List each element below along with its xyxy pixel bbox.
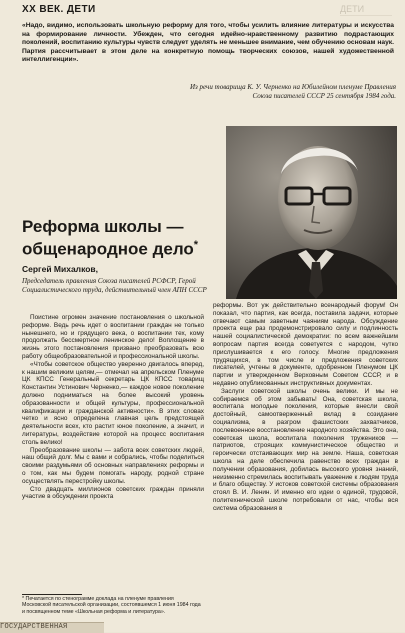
paragraph: Сто двадцать миллионов советских граждан приняли участие в обсуждении проекта: [22, 485, 204, 501]
author-portrait-photo: [226, 126, 397, 299]
section-header: XX ВЕК. ДЕТИ: [22, 4, 96, 15]
author-name: Сергей Михалков,: [22, 264, 98, 274]
faded-header-bleed: ДЕТИ: [340, 4, 392, 16]
paragraph: «Чтобы советское общество уверенно двигалось вперед, к нашим великим целям,— отмечал на апрельском Пленуме ЦК КПСС Генеральный секретарь ЦК КПСС товарищ Константин Устинович Черненко,— каждое новое поколение должно подниматься на более высокий уровень образованности и общей культуры, профессиональной квалификации и гражданской активности». В этих словах четко и ясно определена главная цель предстоящей деятельности всех, кто растит юное поколение, а значит, и литературы, воздействие которой на процесс воспитания столь велико!: [22, 360, 204, 446]
paragraph: Поистине огромен значение постановления о школьной реформе. Ведь речь идет о воспитании граждан не только нынешнего, но и грядущего века, о воспитании тех, кому продолжать бессмертное ленинское дело! Воплощение в жизнь этого постановления призвано преобразовать всю работу общеобразовательной и профессиональной школы.: [22, 314, 204, 360]
epigraph-quote: «Надо, видимо, использовать школьную реформу для того, чтобы усилить влияние литературы и искусства на формирование личности. Убежден, что сегодня идейно-нравственному развитию подрастающих поколений, воспитанию культуры чувств следует уделять не меньшее внимание, чем обучению основам наук. Партия рассчитывает в этом деле на конкретную помощь творческих союзов, нашей художественной интеллигенции».: [22, 22, 394, 63]
body-column-left: [22, 314, 204, 501]
footnote: * Печатается по стенограмме доклада на пленуме правления Московской писательской организации, состоявшемся 1 июня 1984 года и посвященном теме «Школьная реформа и литература».: [22, 596, 201, 615]
title-footnote-mark: *: [193, 239, 199, 251]
epigraph-source: Из речи товарища К. У. Черненко на Юбилейном пленуме Правления Союза писателей СССР 25 сентября 1984 года.: [190, 83, 396, 100]
paragraph: Преобразование школы — забота всех советских людей, наш общий долг. Мы с вами и собрались, чтобы поделиться своими раздумьями об основных направлениях реформы и о том, как мы будем помогать народу, родной стране осуществлять перестройку школы.: [22, 446, 204, 485]
author-credentials: Председатель правления Союза писателей РСФСР, Герой Социалистического труда, действительный член АПН СССР: [22, 277, 207, 294]
paragraph: реформы. Вот уж действительно всенародный форум! Он показал, что партия, как всегда, поставила задачи, которые отвечают самым заветным чаяниям народа. Обсуждение проекта еще раз продемонстрировало силу и подлинность нашей социалистической демократии: по всем важнейшим вопросам партия всегда советуется с народом, чутко прислушивается к его голосу. Многие предложения трудящихся, в том числе и предложения советских писателей, учтены в документе, одобренном Пленумом ЦК партии и утвержденном Верховным Советом СССР, и в недавно опубликованных инструктивных документах.: [213, 302, 398, 387]
paragraph: Заслуги советской школы очень велики. И мы не собираемся об этом забывать! Она, советская школа, воспитала молодые поколения, которые внесли свой достойный, самоотверженный вклад в созидание социализма, в разгром фашистских захватчиков, послевоенное восстановление народного хозяйства. Это она, советская школа, воспитала поколения тружеников — патриотов, строящих коммунистическое общество и героически отстаивающих мир на земле. Наша, советская школа на деле обеспечила равенство всех граждан в получении образования, добилась высокого уровня знаний, неизменно стремилась воспитывать уважение к людям труда и благо обществу. У истоков советской системы образования стоял В. И. Ленин. И именно его идеи о единой, трудовой, политехнической школе потребовали от нас, чтобы вся система образования в: [213, 387, 398, 512]
library-stamp: ГОСУДАРСТВЕННАЯ: [0, 622, 104, 633]
footnote-divider: [22, 594, 82, 595]
article-title: [22, 217, 212, 259]
body-column-right: [213, 302, 398, 513]
article-title-text: Реформа школы — общенародное дело: [22, 217, 194, 259]
